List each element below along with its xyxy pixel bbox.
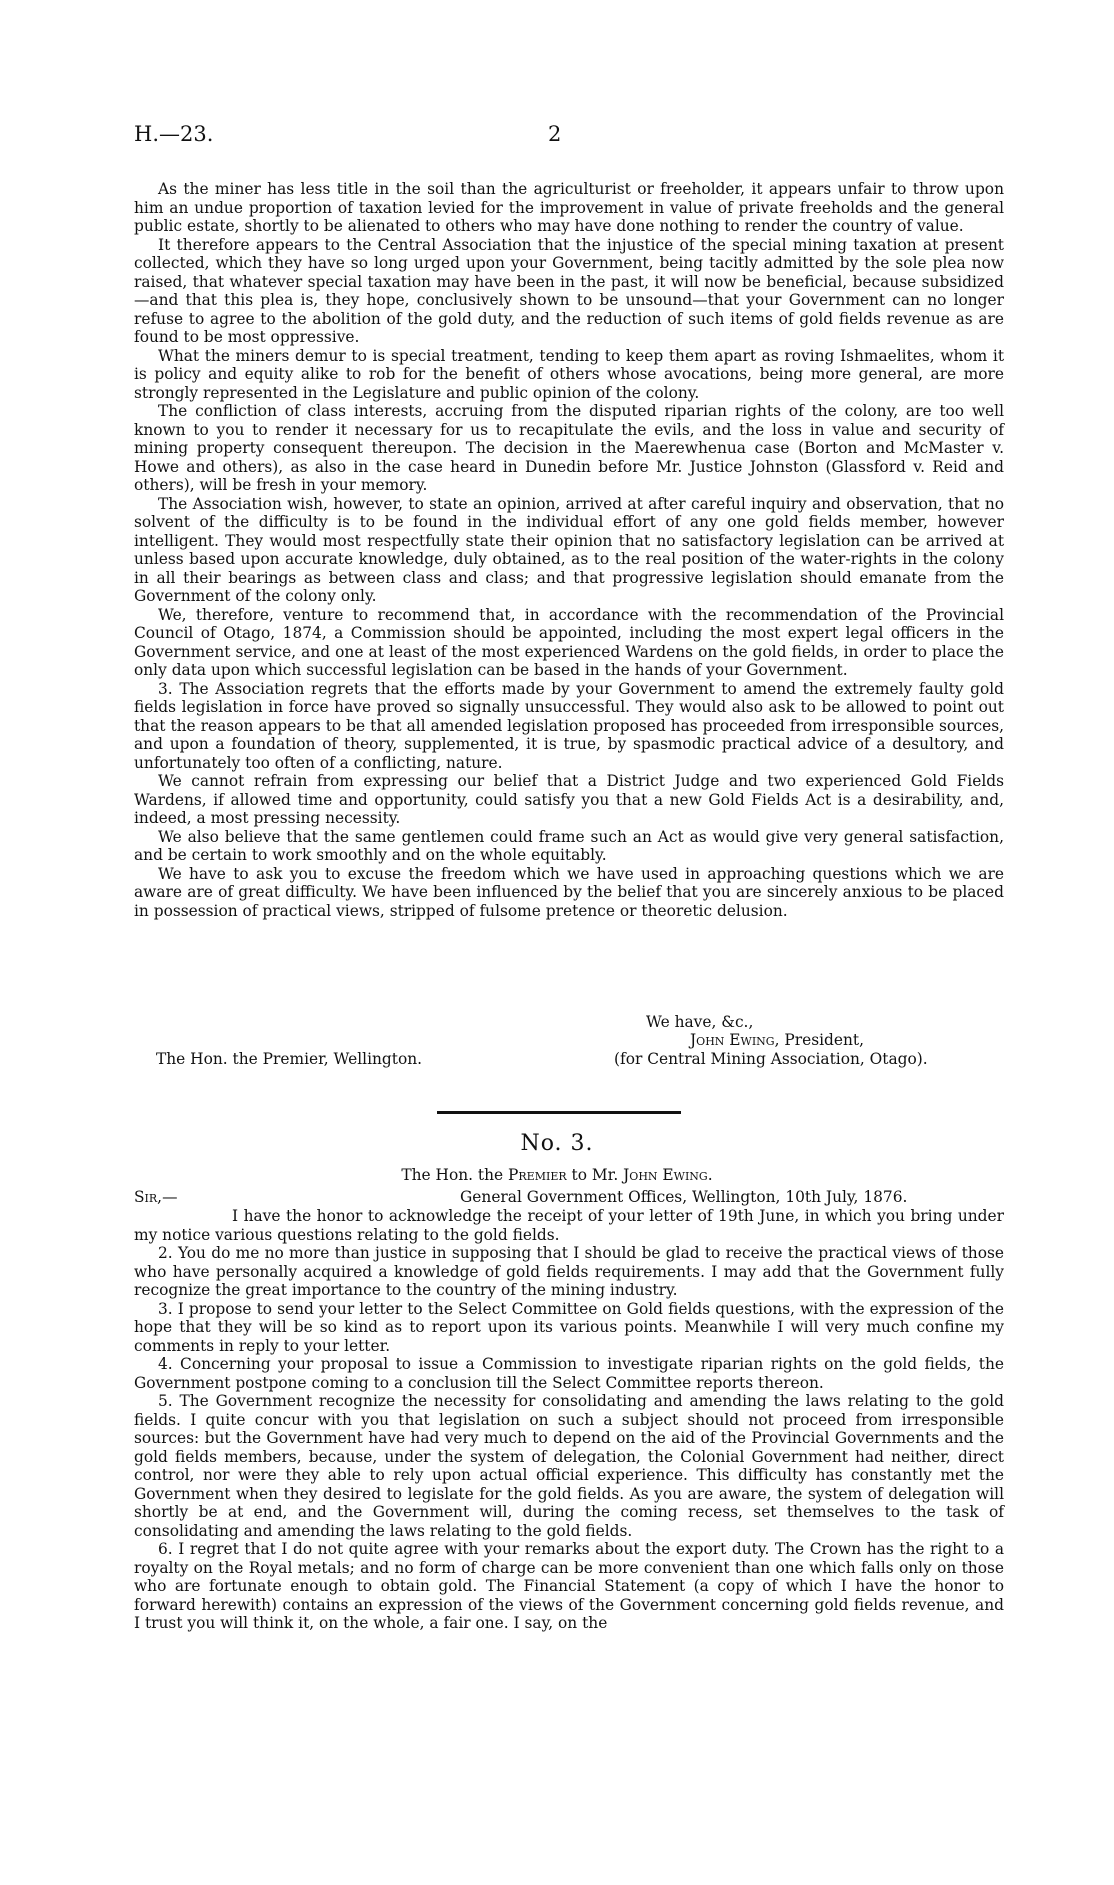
signatory-name: John Ewing xyxy=(690,1031,775,1049)
paragraph: 2. You do me no more than justice in supposing that I should be glad to receive the practical views of those who have personally acquired a knowledge of gold fields requirements. I may add that the Government fully recognize the great importance to the country of the mining industry. xyxy=(134,1244,1004,1299)
paragraph: As the miner has less title in the soil than the agriculturist or freeholder, it appears unfair to throw upon him an undue proportion of taxation levied for the improvement in value of private freeholds and the general public estate, shortly to be alienated to others who may have done nothing to render the country of value. xyxy=(134,180,1004,235)
heading-prefix: The Hon. the xyxy=(401,1166,504,1184)
paragraph: What the miners demur to is special treatment, tending to keep them apart as roving Ishmaelites, whom it is policy and equity alike to rob for the benefit of others whose avocations, being more general, are more strongly represented in the Legislature and public opinion of the colony. xyxy=(134,346,1004,402)
paragraph: We, therefore, venture to recommend that, in accordance with the recommendation of the Provincial Council of Otago, 1874, a Commission should be appointed, including the most expert legal officers in the Government service, and one at least of the most experienced Wardens on the gold fields, in order to place the only data upon which successful legislation can be based in the hands of your Government. xyxy=(134,605,1004,679)
paragraph: I have the honor to acknowledge the receipt of your letter of 19th June, in which you bring under my notice various questions relating to the gold fields. xyxy=(134,1207,1004,1244)
report-reference: H.—23. xyxy=(134,122,214,146)
addressee: The Hon. the Premier, Wellington. xyxy=(156,1050,423,1068)
paragraph: The Association wish, however, to state an opinion, arrived at after careful inquiry and observation, that no solvent of the difficulty is to be found in the individual effort of any one gold fields member, however intelligent. They would most respectfully state their opinion that no satisfactory legislation can be arrived at unless based upon accurate knowledge, duly obtained, as to the real position of the water-rights in the colony in all their bearings as between class and class; and that progressive legislation should emanate from the Government of the colony only. xyxy=(134,494,1004,605)
heading-to: John Ewing. xyxy=(623,1166,713,1184)
paragraph: We also believe that the same gentlemen could frame such an Act as would give very general satisfaction, and be certain to work smoothly and on the whole equitably. xyxy=(134,827,1004,864)
letter-2-body xyxy=(134,180,1004,920)
paragraph: 4. Concerning your proposal to issue a Commission to investigate riparian rights on the gold fields, the Government postpone coming to a conclusion till the Select Committee reports thereon. xyxy=(134,1355,1004,1392)
paragraph: We cannot refrain from expressing our belief that a District Judge and two experienced Gold Fields Wardens, if allowed time and opportunity, could satisfy you that a new Gold Fields Act is a desirability, and, indeed, a most pressing necessity. xyxy=(134,772,1004,827)
closing-line: We have, &c., xyxy=(646,1013,754,1031)
signatory-organisation: (for Central Mining Association, Otago). xyxy=(614,1050,928,1068)
document-heading xyxy=(0,1166,1114,1184)
paragraph: We have to ask you to excuse the freedom which we have used in approaching questions which we are aware are of great difficulty. We have been influenced by the belief that you are sincerely anxious to be placed in possession of practical views, stripped of fulsome pretence or theoretic delusion. xyxy=(134,864,1004,920)
salutation: Sir,— xyxy=(134,1188,178,1206)
signature xyxy=(690,1031,864,1050)
signatory-title: , President, xyxy=(774,1031,864,1049)
paragraph: 3. The Association regrets that the efforts made by your Government to amend the extremely faulty gold fields legislation in force have proved so signally unsuccessful. They would also ask to be allowed to point out that the reason appears to be that all amended legislation proposed has proceeded from irresponsible sources, and upon a foundation of theory, supplemented, it is true, by spasmodic practical advice of a desultory, and unfortunately too often of a conflicting, nature. xyxy=(134,679,1004,772)
letter-3-body xyxy=(134,1207,1004,1633)
paragraph: The confliction of class interests, accruing from the disputed riparian rights of the colony, are too well known to you to render it necessary for us to recapitulate the evils, and the loss in value and security of mining property consequent thereupon. The decision in the Maerewhenua case (Borton and McMaster v. Howe and others), as also in the case heard in Dunedin before Mr. Justice Johnston (Glassford v. Reid and others), will be fresh in your memory. xyxy=(134,402,1004,494)
paragraph: 5. The Government recognize the necessity for consolidating and amending the laws relating to the gold fields. I quite concur with you that legislation on such a subject should not proceed from irresponsible sources: but the Government have had very much to depend on the aid of the Provincial Governments and the gold fields members, because, under the system of delegation, the Colonial Government had neither, direct control, nor were they able to rely upon actual official experience. This difficulty has constantly met the Government when they desired to legislate for the gold fields. As you are aware, the system of delegation will shortly be at end, and the Government will, during the coming recess, set themselves to the task of consolidating and amending the laws relating to the gold fields. xyxy=(134,1392,1004,1540)
document-number: No. 3. xyxy=(520,1131,594,1156)
dateline: General Government Offices, Wellington, 10th July, 1876. xyxy=(460,1188,908,1206)
paragraph: It therefore appears to the Central Association that the injustice of the special mining taxation at present collected, which they have so long urged upon your Government, being tacitly admitted by the sole plea now raised, that whatever special taxation may have been in the past, it will now be beneficial, because subsidized—and that this plea is, they hope, conclusively shown to be unsound—that your Government can no longer refuse to agree to the abolition of the gold duty, and the reduction of such items of gold fields revenue as are found to be most oppressive. xyxy=(134,235,1004,346)
paragraph: 6. I regret that I do not quite agree with your remarks about the export duty. The Crown has the right to a royalty on the Royal metals; and no form of charge can be more convenient than one which falls only on those who are fortunate enough to obtain gold. The Financial Statement (a copy of which I have the honor to forward herewith) contains an expression of the views of the Government concerning gold fields revenue, and I trust you will think it, on the whole, a fair one. I say, on the xyxy=(134,1540,1004,1632)
paragraph: 3. I propose to send your letter to the Select Committee on Gold fields questions, with the expression of the hope that they will be so kind as to report upon its various points. Meanwhile I will very much confine my comments in reply to your letter. xyxy=(134,1299,1004,1355)
page-number: 2 xyxy=(548,122,562,146)
section-divider xyxy=(437,1111,681,1114)
page-header xyxy=(134,122,1004,152)
heading-from: Premier xyxy=(508,1166,567,1184)
heading-mid: to Mr. xyxy=(571,1166,619,1184)
